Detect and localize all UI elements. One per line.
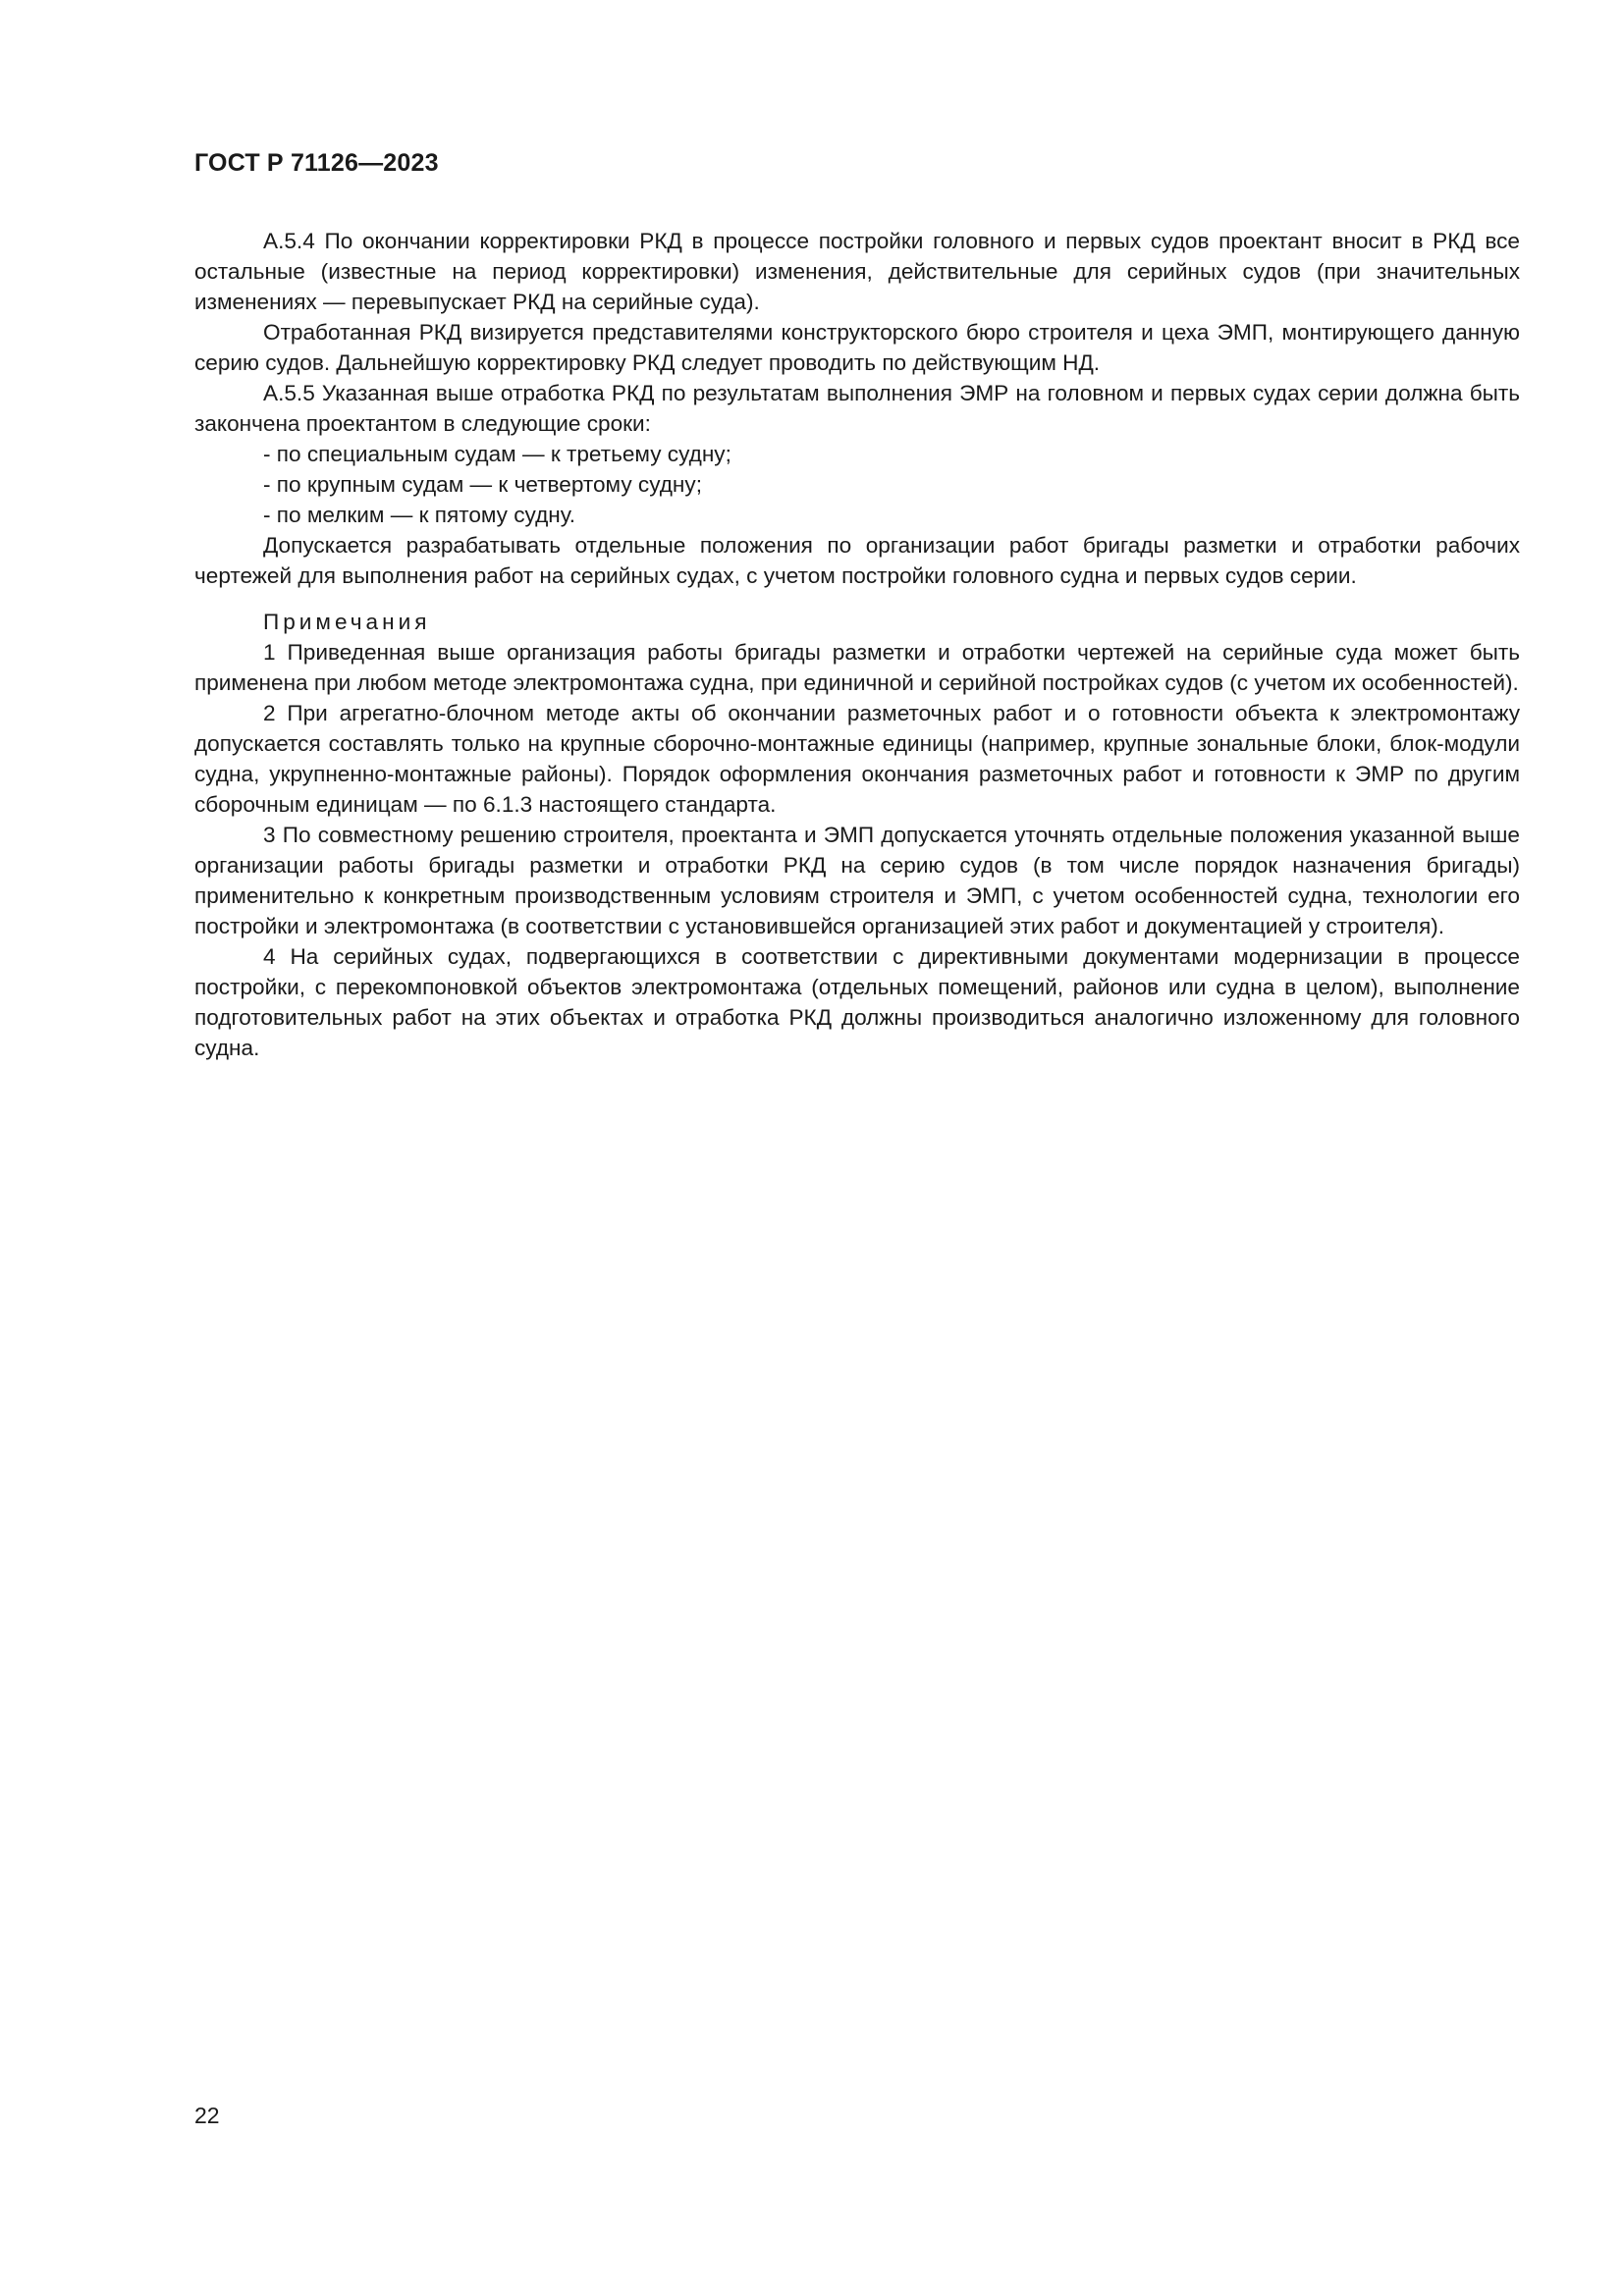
note-item: 3 По совместному решению строителя, проектанта и ЭМП допускается уточнять отдельные положения указанной выше организации работы бригады разметки и отработки РКД на серию судов (в том числе порядок назначения бригады) применительно к конкретным производственным условиям строителя и ЭМП, с учетом особенностей судна, технологии его постройки и электромонтажа (в соответствии с установившейся организацией этих работ и документацией у строителя).	[194, 823, 1520, 938]
page-number: 22	[194, 2103, 220, 2128]
note-item: 2 При агрегатно-блочном методе акты об окончании разметочных работ и о готовности объекта к электромонтажу допускается составлять только на крупные сборочно-монтажные единицы (например, крупные зональные блоки, блок-модули судна, укрупненно-монтажные районы). Порядок оформления окончания разметочных работ и готовности к ЭМР по другим сборочным единицам — по 6.1.3 настоящего стандарта.	[194, 701, 1520, 817]
document-code-header: ГОСТ Р 71126—2023	[194, 149, 439, 177]
paragraph-a-5-5: А.5.5 Указанная выше отработка РКД по результатам выполнения ЭМР на головном и первых судах серии должна быть закончена проектантом в следующие сроки:	[194, 381, 1520, 436]
paragraph-approved-rkd: Отработанная РКД визируется представителями конструкторского бюро строителя и цеха ЭМП, монтирующего данную серию судов. Дальнейшую корректировку РКД следует проводить по действующим НД.	[194, 320, 1520, 375]
note-item: 4 На серийных судах, подвергающихся в соответствии с директивными документами модернизации в процессе постройки, с перекомпоновкой объектов электромонтажа (отдельных помещений, районов или судна в целом), выполнение подготовительных работ на этих объектах и отработка РКД должны производиться аналогично изложенному для головного судна.	[194, 944, 1520, 1060]
list-item: - по мелким — к пятому судну.	[263, 503, 576, 527]
note-item: 1 Приведенная выше организация работы бригады разметки и отработки чертежей на серийные суда может быть применена при любом методе электромонтажа судна, при единичной и серийной постройках судов (с учетом их особенностей).	[194, 640, 1520, 695]
notes-heading: Примечания	[263, 610, 431, 634]
paragraph-a-5-4: А.5.4 По окончании корректировки РКД в процессе постройки головного и первых судов проектант вносит в РКД все остальные (известные на период корректировки) изменения, действительные для серийных судов (при значительных изменениях — перевыпускает РКД на серийные суда).	[194, 229, 1520, 314]
document-body	[194, 226, 1520, 1063]
list-item: - по крупным судам — к четвертому судну;	[263, 472, 702, 497]
list-item: - по специальным судам — к третьему судну;	[263, 442, 731, 466]
paragraph-allowed-development: Допускается разрабатывать отдельные положения по организации работ бригады разметки и отработки рабочих чертежей для выполнения работ на серийных судах, с учетом постройки головного судна и первых судов серии.	[194, 533, 1520, 588]
